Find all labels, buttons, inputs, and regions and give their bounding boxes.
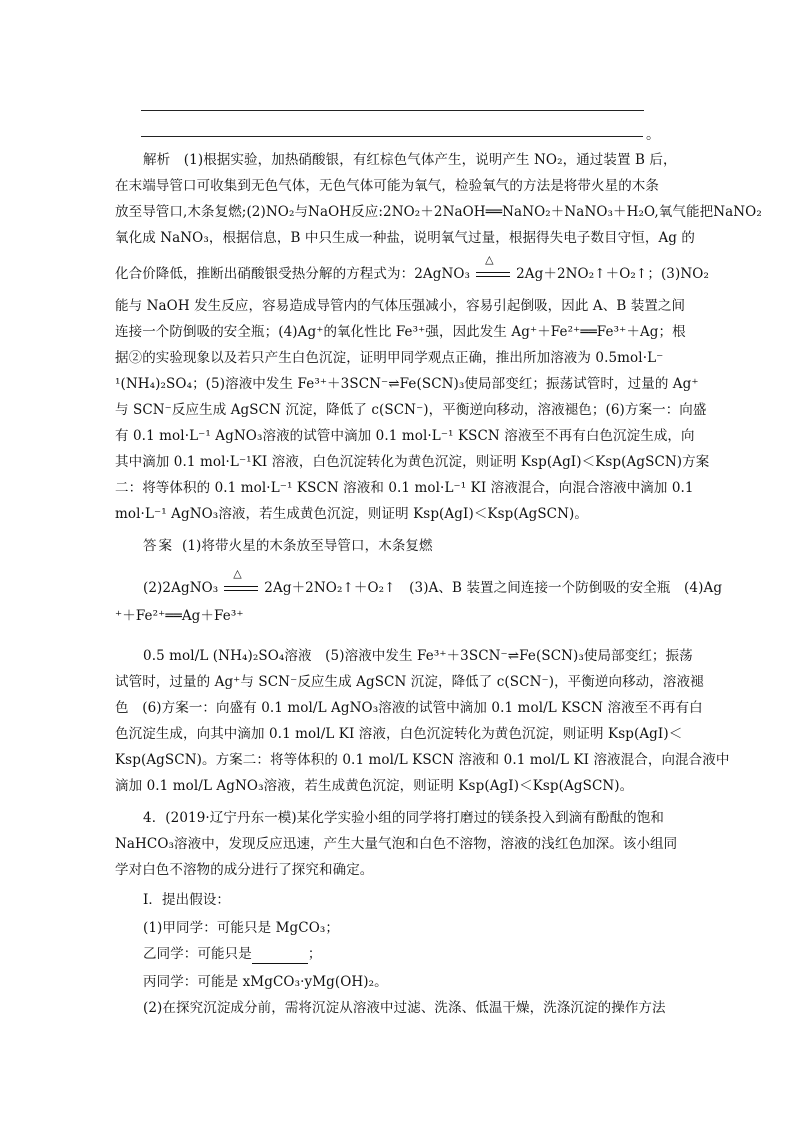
analysis-line: 放至导管口,木条复燃;(2)NO₂与NaOH反应:2NO₂＋2NaOH══NaNO₂＋NaNO₃＋H₂O,氧气能把NaNO₂ <box>115 204 762 220</box>
answer-line: 0.5 mol/L (NH₄)₂SO₄溶液 (5)溶液中发生 Fe³⁺＋3SCN⁻⇌Fe(SCN)₃使局部变红；振荡 <box>143 648 693 664</box>
analysis-line: 据②的实验现象以及若只产生白色沉淀，证明甲同学观点正确，推出所加溶液为 0.5mol·L⁻ <box>115 350 664 366</box>
question-line: (2)在探究沉淀成分前，需将沉淀从溶液中过滤、洗涤、低温干燥，洗涤沉淀的操作方法 <box>143 1000 666 1016</box>
answer-line: 滴加 0.1 mol/L AgNO₃溶液，若生成黄色沉淀，则证明 Ksp(AgI)＜Ksp(AgSCN)。 <box>115 778 634 794</box>
question-line: NaHCO₃溶液中，发现反应迅速，产生大量气泡和白色不溶物，溶液的浅红色加深。该小组同 <box>115 836 678 852</box>
answer-line: 色沉淀生成，向其中滴加 0.1 mol/L KI 溶液，白色沉淀转化为黄色沉淀，则证明 Ksp(AgI)＜ <box>115 726 683 742</box>
answer-line: ⁺＋Fe²⁺══Ag＋Fe³⁺ <box>115 608 244 624</box>
end-period: 。 <box>646 127 660 143</box>
question-line: Ⅰ．提出假设： <box>143 892 231 908</box>
heat-arrow-icon: △ <box>476 268 510 282</box>
answer-line: 答案 (1)将带火星的木条放至导管口，木条复燃 <box>143 538 433 554</box>
answer-line: 试管时，过量的 Ag⁺与 SCN⁻反应生成 AgSCN 沉淀，降低了 c(SCN⁻)，平衡逆向移动，溶液褪 <box>115 674 704 690</box>
analysis-line: 在末端导管口可收集到无色气体，无色气体可能为氧气，检验氧气的方法是将带火星的木条 <box>115 178 659 194</box>
answer-line: 色 (6)方案一：向盛有 0.1 mol/L AgNO₃溶液的试管中滴加 0.1 mol/L KSCN 溶液至不再有白 <box>115 700 703 716</box>
analysis-line: 二：将等体积的 0.1 mol·L⁻¹ KSCN 溶液和 0.1 mol·L⁻¹ KI 溶液混合，向混合溶液中滴加 0.1 <box>115 480 694 496</box>
question-line: 丙同学：可能是 xMgCO₃·yMg(OH)₂。 <box>143 974 388 990</box>
analysis-line: 有 0.1 mol·L⁻¹ AgNO₃溶液的试管中滴加 0.1 mol·L⁻¹ KSCN 溶液至不再有白色沉淀生成，向 <box>115 428 695 444</box>
answer-label: 答案 <box>143 538 174 554</box>
analysis-line <box>115 252 709 284</box>
analysis-line: 氧化成 NaNO₃，根据信息，B 中只生成一种盐，说明氧气过量，根据得失电子数目守恒，Ag 的 <box>115 230 696 246</box>
answer-blank-line <box>141 110 644 111</box>
question-line: 学对白色不溶物的成分进行了探究和确定。 <box>115 862 374 878</box>
answer-blank-line <box>141 136 643 137</box>
analysis-line: 能与 NaOH 发生反应，容易造成导管内的气体压强减小，容易引起倒吸，因此 A、B 装置之间 <box>115 298 686 314</box>
analysis-line: 与 SCN⁻反应生成 AgSCN 沉淀，降低了 c(SCN⁻)，平衡逆向移动，溶液褪色；(6)方案一：向盛 <box>115 402 707 418</box>
question-line: 乙同学：可能只是 ； <box>143 946 322 962</box>
answer-line: (2)2AgNO₃ △ 2Ag＋2NO₂↑＋O₂↑ (3)A、B 装置之间连接一个防倒吸的安全瓶 (4)Ag <box>143 566 723 596</box>
heat-arrow-icon: △ <box>224 582 258 596</box>
question-line: (1)甲同学：可能只是 MgCO₃； <box>143 920 339 936</box>
analysis-line: 其中滴加 0.1 mol·L⁻¹KI 溶液，白色沉淀转化为黄色沉淀，则证明 Ksp(AgI)＜Ksp(AgSCN)方案 <box>115 454 710 470</box>
answer-line: Ksp(AgSCN)。方案二：将等体积的 0.1 mol/L KSCN 溶液和 0.1 mol/L KI 溶液混合，向混合液中 <box>115 752 730 768</box>
fill-blank <box>252 949 308 964</box>
equation-left: 化合价降低，推断出硝酸银受热分解的方程式为：2AgNO₃ <box>115 266 471 282</box>
analysis-line: mol·L⁻¹ AgNO₃溶液，若生成黄色沉淀，则证明 Ksp(AgI)＜Ksp(AgSCN)。 <box>115 506 588 522</box>
analysis-line: 解析 (1)根据实验，加热硝酸银，有红棕色气体产生，说明产生 NO₂，通过装置 B 后， <box>143 152 677 168</box>
equation-right: 2Ag＋2NO₂↑＋O₂↑；(3)NO₂ <box>516 266 709 282</box>
question-line: 4．(2019·辽宁丹东一模)某化学实验小组的同学将打磨过的镁条投入到滴有酚酞的饱和 <box>143 810 664 826</box>
analysis-line: 连接一个防倒吸的安全瓶；(4)Ag⁺的氧化性比 Fe³⁺强，因此发生 Ag⁺＋Fe²⁺══Fe³⁺＋Ag；根 <box>115 324 686 340</box>
analysis-line: ¹(NH₄)₂SO₄；(5)溶液中发生 Fe³⁺＋3SCN⁻⇌Fe(SCN)₃使局部变红；振荡试管时，过量的 Ag⁺ <box>115 376 699 392</box>
